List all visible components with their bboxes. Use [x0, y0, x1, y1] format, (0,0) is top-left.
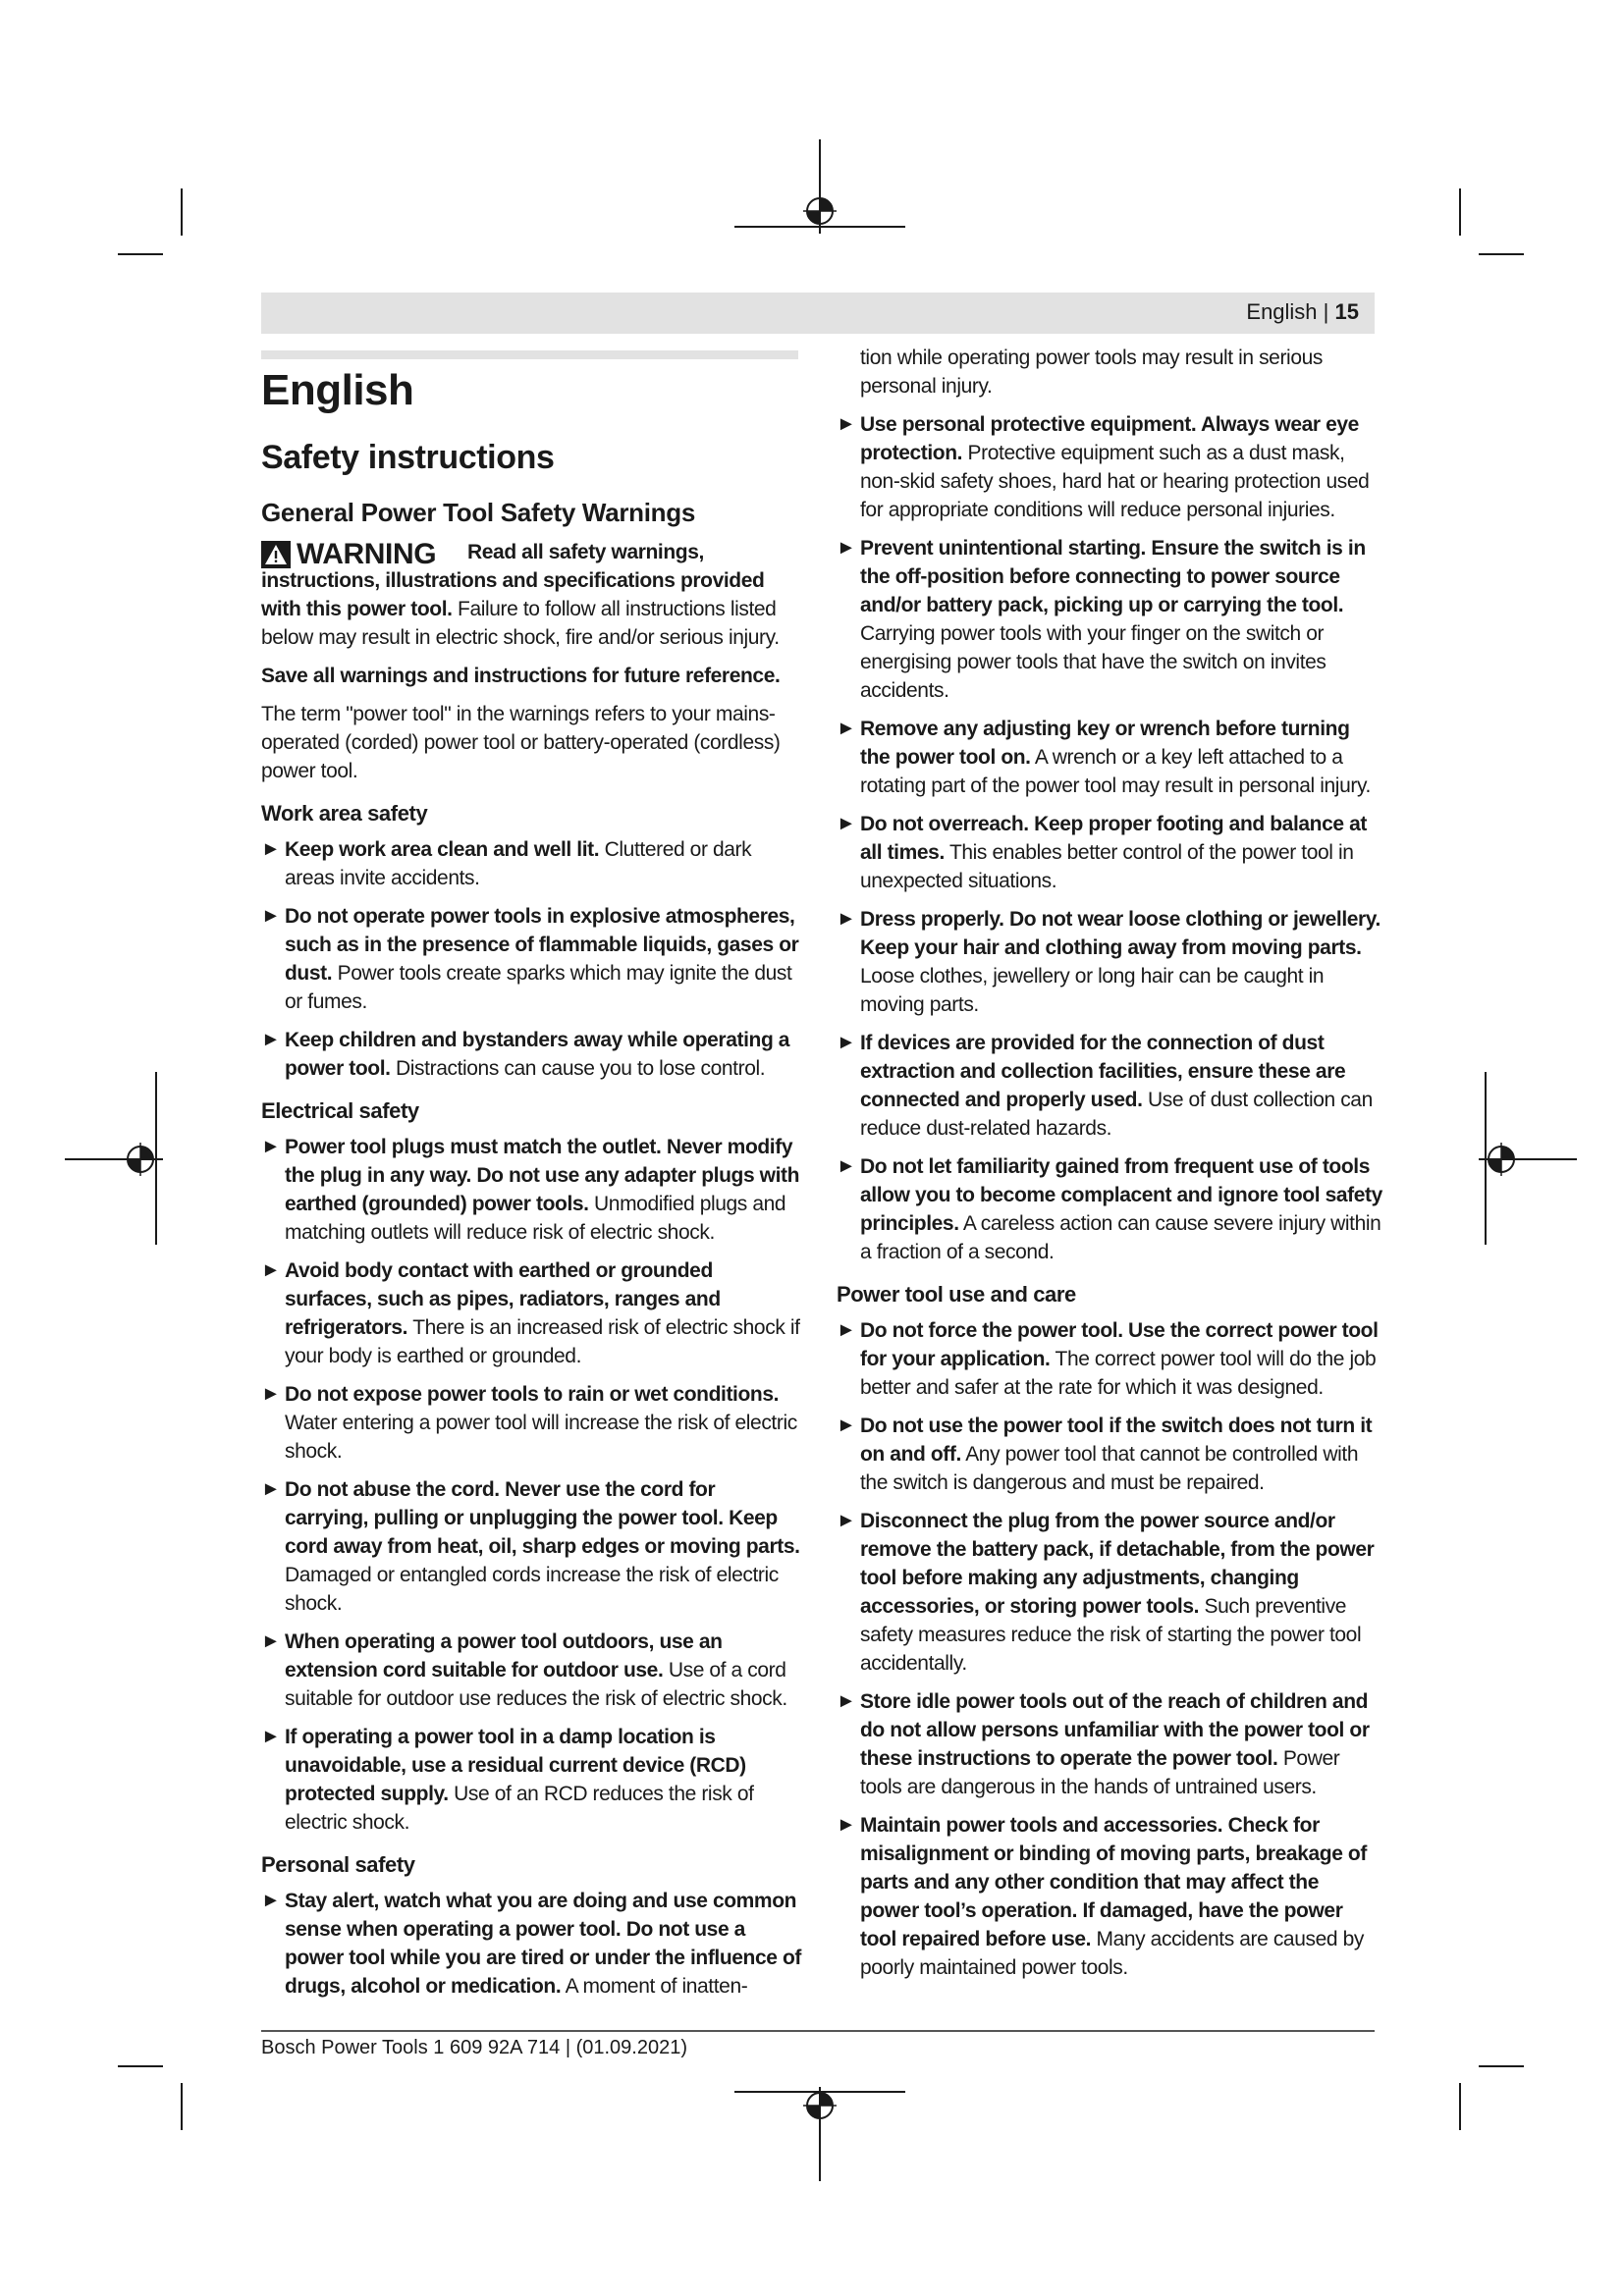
- crop-mark: [118, 253, 163, 255]
- list-item: ► Power tool plugs must match the outlet. Never modify the plug in any way. Do not use any adapter plugs with earthed (grounded) power tools. Unmodified plugs and matching outlets will reduce risk of electric shock.: [261, 1133, 803, 1247]
- continuation-text: tion while operating power tools may result in serious personal injury.: [860, 347, 1323, 398]
- list-item: ► Do not let familiarity gained from frequent use of tools allow you to become complacent and ignore tool safety principles. A careless action can cause severe injury within a fraction of a second.: [837, 1152, 1382, 1266]
- bullet-arrow-icon: ►: [837, 413, 856, 435]
- list-item: ► Disconnect the plug from the power source and/or remove the battery pack, if detachable, from the power tool before making any adjustments, changing accessories, or storing power tools. Such preventive safety measures reduce the risk of starting the power tool accidentally.: [837, 1507, 1382, 1678]
- bullet-arrow-icon: ►: [837, 908, 856, 930]
- footer-rule: [261, 2030, 1375, 2032]
- header-language: English: [1246, 299, 1318, 324]
- crop-mark: [181, 2083, 183, 2130]
- electrical-heading: Electrical safety: [261, 1098, 419, 1123]
- bullet-arrow-icon: ►: [261, 1029, 281, 1050]
- right-column: [837, 344, 1382, 1992]
- header-separator: |: [1323, 299, 1329, 324]
- list-item: ► Do not overreach. Keep proper footing and balance at all times. This enables better control of the power tool in unexpected situations.: [837, 810, 1382, 895]
- list-item: ► Maintain power tools and accessories. Check for misalignment or binding of moving parts, breakage of parts and any other condition that may affect the power tool’s operation. If damaged, have the power tool repaired before use. Many accidents are caused by poorly maintained power tools.: [837, 1811, 1382, 1982]
- crop-mark: [1459, 2083, 1461, 2130]
- list-item: ► If operating a power tool in a damp location is unavoidable, use a residual current device (RCD) protected supply. Use of an RCD reduces the risk of electric shock.: [261, 1723, 803, 1837]
- list-item: ► If devices are provided for the connection of dust extraction and collection facilities, ensure these are connected and properly used. Use of dust collection can reduce dust-related hazards.: [837, 1029, 1382, 1143]
- page-title: English: [261, 366, 414, 414]
- bullet-arrow-icon: ►: [837, 1155, 856, 1177]
- bullet-arrow-icon: ►: [261, 1890, 281, 1911]
- crop-mark: [1479, 253, 1524, 255]
- page-number: 15: [1334, 299, 1359, 324]
- left-column: [261, 365, 803, 2010]
- bullet-arrow-icon: ►: [261, 1383, 281, 1405]
- section-heading: General Power Tool Safety Warnings: [261, 498, 696, 527]
- list-item: ► Do not abuse the cord. Never use the cord for carrying, pulling or unplugging the power tool. Keep cord away from heat, oil, sharp edges or moving parts. Damaged or entangled cords increase the risk of electric shock.: [261, 1475, 803, 1618]
- bullet-arrow-icon: ►: [837, 1814, 856, 1836]
- warning-icon: [261, 541, 291, 568]
- personal-list-left: [261, 1887, 803, 2001]
- list-item: ► Prevent unintentional starting. Ensure the switch is in the off-position before connecting to power source and/or battery pack, picking up or carrying the tool. Carrying power tools with your finger on the switch or energising power tools that have the switch on invites accidents.: [837, 534, 1382, 705]
- list-item: ► Store idle power tools out of the reach of children and do not allow persons unfamiliar with the power tool or these instructions to operate the power tool. Power tools are dangerous in the hands of untrained users.: [837, 1687, 1382, 1801]
- list-item: ► Remove any adjusting key or wrench before turning the power tool on. A wrench or a key left attached to a rotating part of the power tool may result in personal injury.: [837, 715, 1382, 800]
- bullet-arrow-icon: ►: [261, 1630, 281, 1652]
- registration-mark-icon: [803, 2089, 837, 2122]
- personal-heading: Personal safety: [261, 1852, 415, 1877]
- work-area-heading: Work area safety: [261, 801, 428, 826]
- bullet-arrow-icon: ►: [837, 1319, 856, 1341]
- list-item: ► Stay alert, watch what you are doing and use common sense when operating a power tool. Do not use a power tool while you are tired or under the influence of drugs, alcohol or medication. A moment of inatten-: [261, 1887, 803, 2001]
- crop-mark: [181, 188, 183, 236]
- list-item: ► Do not operate power tools in explosive atmospheres, such as in the presence of flammable liquids, gases or dust. Power tools create sparks which may ignite the dust or fumes.: [261, 902, 803, 1016]
- bullet-arrow-icon: ►: [261, 1478, 281, 1500]
- list-item: ► Do not expose power tools to rain or wet conditions. Water entering a power tool will increase the risk of electric shock.: [261, 1380, 803, 1466]
- list-item: ► Keep children and bystanders away while operating a power tool. Distractions can cause you to lose control.: [261, 1026, 803, 1083]
- electrical-list: [261, 1133, 803, 1837]
- list-item: ► Do not force the power tool. Use the correct power tool for your application. The correct power tool will do the job better and safer at the rate for which it was designed.: [837, 1316, 1382, 1402]
- title-rule: [261, 350, 798, 359]
- warning-lead: Read all safety warnings, instructions, illustrations and specifications provided with this power tool.: [261, 541, 765, 620]
- tool-use-heading: Power tool use and care: [837, 1282, 1076, 1307]
- bullet-arrow-icon: ►: [261, 1726, 281, 1747]
- registration-mark-icon: [803, 194, 837, 228]
- bullet-arrow-icon: ►: [837, 537, 856, 559]
- registration-mark-icon: [124, 1143, 157, 1176]
- list-item: ► Avoid body contact with earthed or grounded surfaces, such as pipes, radiators, ranges and refrigerators. There is an increased risk of electric shock if your body is earthed or grounded.: [261, 1256, 803, 1370]
- list-item: ► Use personal protective equipment. Always wear eye protection. Protective equipment such as a dust mask, non-skid safety shoes, hard hat or hearing protection used for appropriate conditions will reduce personal injuries.: [837, 410, 1382, 524]
- page-header: [261, 293, 1375, 334]
- warning-text: WARNING: [297, 538, 437, 570]
- list-item: ► When operating a power tool outdoors, use an extension cord suitable for outdoor use. Use of a cord suitable for outdoor use reduces the risk of electric shock.: [261, 1628, 803, 1713]
- save-note: Save all warnings and instructions for future reference.: [261, 665, 781, 687]
- crop-mark: [118, 2065, 163, 2067]
- bullet-arrow-icon: ►: [837, 1415, 856, 1436]
- bullet-arrow-icon: ►: [837, 1510, 856, 1531]
- header-text: [1246, 299, 1359, 325]
- personal-list-right: [837, 410, 1382, 1266]
- bullet-arrow-icon: ►: [837, 1690, 856, 1712]
- bullet-arrow-icon: ►: [261, 1136, 281, 1157]
- section-title: Safety instructions: [261, 439, 555, 476]
- registration-mark-icon: [1485, 1143, 1518, 1176]
- bullet-arrow-icon: ►: [261, 1259, 281, 1281]
- bullet-arrow-icon: ►: [261, 905, 281, 927]
- bullet-arrow-icon: ►: [837, 1032, 856, 1053]
- warning-body: Failure to follow all instructions listed below may result in electric shock, fire and/or serious injury.: [261, 598, 780, 649]
- page-footer: Bosch Power Tools 1 609 92A 714 | (01.09.2021): [261, 2037, 688, 2058]
- tool-use-list: [837, 1316, 1382, 1982]
- list-item: ► Do not use the power tool if the switch does not turn it on and off. Any power tool that cannot be controlled with the switch is dangerous and must be repaired.: [837, 1412, 1382, 1497]
- crop-mark: [1479, 2065, 1524, 2067]
- bullet-arrow-icon: ►: [837, 813, 856, 834]
- bullet-arrow-icon: ►: [837, 718, 856, 739]
- crop-mark: [1459, 188, 1461, 236]
- term-note: The term "power tool" in the warnings refers to your mains-operated (corded) power tool or battery-operated (cordless) power tool.: [261, 703, 781, 782]
- bullet-arrow-icon: ►: [261, 838, 281, 860]
- work-area-list: [261, 835, 803, 1083]
- list-item: ► Keep work area clean and well lit. Cluttered or dark areas invite accidents.: [261, 835, 803, 892]
- list-item: ► Dress properly. Do not wear loose clothing or jewellery. Keep your hair and clothing away from moving parts. Loose clothes, jewellery or long hair can be caught in moving parts.: [837, 905, 1382, 1019]
